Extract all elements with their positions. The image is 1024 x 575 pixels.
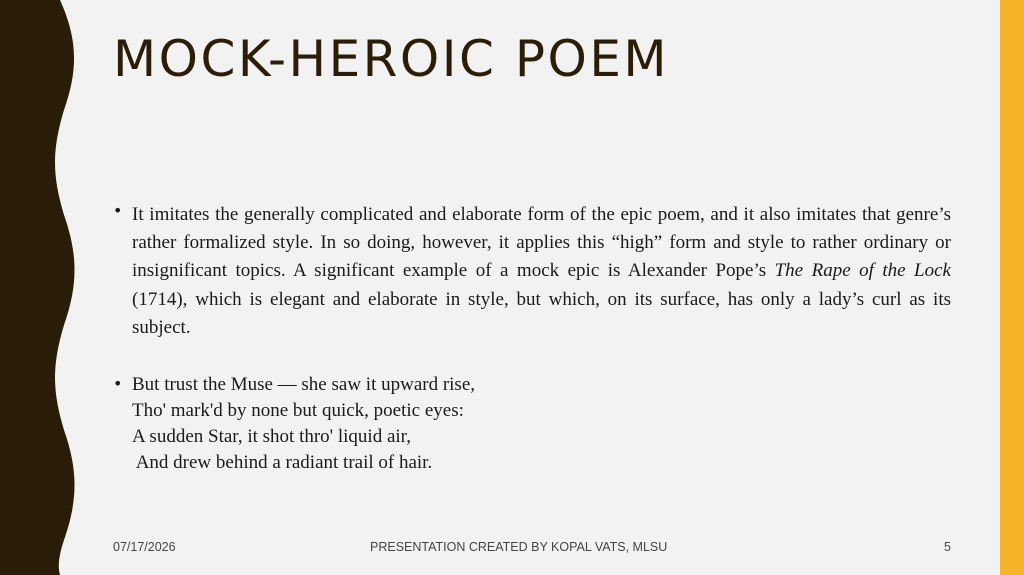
wavy-left-band bbox=[0, 0, 80, 575]
verse-line: Tho' mark'd by none but quick, poetic eyes: bbox=[132, 400, 464, 421]
bullet-marker: • bbox=[113, 201, 123, 220]
verse-line: But trust the Muse — she saw it upward rise, bbox=[132, 374, 476, 395]
verse-line: A sudden Star, it shot thro' liquid air, bbox=[132, 426, 411, 447]
bullet-marker: • bbox=[113, 374, 123, 393]
work-title: The Rape of the Lock bbox=[774, 260, 951, 282]
footer-credit: PRESENTATION CREATED BY KOPAL VATS, MLSU bbox=[370, 540, 668, 554]
page-number: 5 bbox=[944, 540, 951, 554]
bullet-definition-text bbox=[132, 201, 951, 342]
definition-text-start: It imitates the generally complicated and elaborate form of the epic poem, and it also imitates that genre’s rather formalized style. In so doing, however, it applies this “high” form and style to rather ordinary or insignificant topics. A significant example of a mock epic is Alexander Pope’s bbox=[132, 204, 951, 282]
slide-title: MOCK-HEROIC POEM bbox=[113, 30, 670, 88]
verse-line: And drew behind a radiant trail of hair. bbox=[132, 452, 433, 473]
accent-bar bbox=[1000, 0, 1024, 575]
definition-text-end: (1714), which is elegant and elaborate in style, but which, on its surface, has only a lady’s curl as its subject. bbox=[132, 288, 951, 338]
footer-date: 07/17/2026 bbox=[113, 540, 176, 554]
